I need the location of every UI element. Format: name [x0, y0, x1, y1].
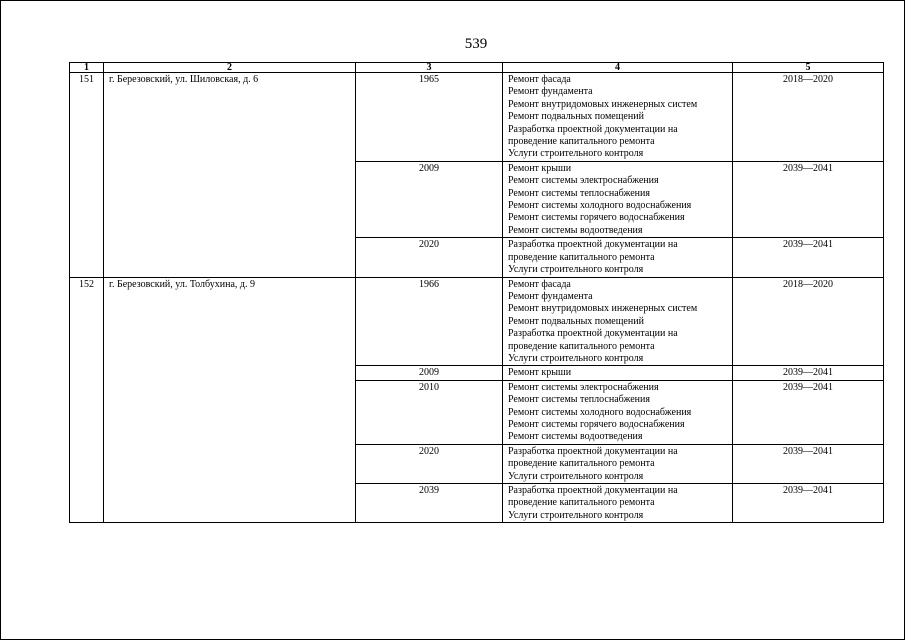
work-item: Ремонт системы холодного водоснабжения — [508, 200, 692, 212]
work-item: Услуги строительного контроля — [508, 470, 644, 482]
work-item: Ремонт системы водоотведения — [508, 431, 643, 443]
header-row — [70, 63, 884, 73]
work-item: Ремонт крыши — [508, 367, 572, 379]
work-item: Ремонт системы водоотведения — [508, 224, 643, 236]
work-item: Ремонт системы холодного водоснабжения — [508, 406, 692, 418]
year-cell: 2010 — [356, 380, 503, 444]
work-item: Ремонт системы теплоснабжения — [508, 187, 650, 199]
work-item: Ремонт системы горячего водоснабжения — [508, 418, 685, 430]
year-cell: 2020 — [356, 444, 503, 483]
works-cell — [503, 484, 733, 523]
year-cell: 1965 — [356, 73, 503, 162]
work-item: Ремонт внутридомовых инженерных систем — [508, 303, 698, 315]
work-item: проведение капитального ремонта — [508, 251, 655, 263]
work-item: Услуги строительного контроля — [508, 148, 644, 160]
work-item: Ремонт фасада — [508, 74, 571, 85]
building-number: 151 — [70, 73, 104, 278]
year-cell: 2009 — [356, 161, 503, 237]
table-body — [70, 73, 884, 523]
work-item: Услуги строительного контроля — [508, 352, 644, 364]
work-item: Ремонт подвальных помещений — [508, 111, 644, 123]
work-item: Разработка проектной документации на — [508, 239, 678, 251]
header-col-2: 2 — [104, 63, 356, 73]
header-col-1: 1 — [70, 63, 104, 73]
header-col-5: 5 — [733, 63, 884, 73]
work-item: проведение капитального ремонта — [508, 340, 655, 352]
work-item: Ремонт фасада — [508, 278, 571, 290]
work-item: Ремонт фундамента — [508, 290, 593, 302]
works-cell — [503, 277, 733, 366]
page-number: 539 — [464, 36, 488, 52]
period-cell: 2039—2041 — [733, 238, 884, 277]
work-item: Разработка проектной документации на — [508, 485, 678, 496]
building-address: г. Березовский, ул. Толбухина, д. 9 — [104, 277, 356, 523]
period-cell: 2018—2020 — [733, 73, 884, 162]
year-cell: 2009 — [356, 366, 503, 380]
work-item: Ремонт внутридомовых инженерных систем — [508, 98, 698, 110]
works-cell — [503, 73, 733, 162]
year-cell: 2039 — [356, 484, 503, 523]
work-item: Ремонт подвальных помещений — [508, 315, 644, 327]
work-item: Разработка проектной документации на — [508, 123, 678, 135]
work-item: Ремонт системы горячего водоснабжения — [508, 212, 685, 224]
building-address: г. Березовский, ул. Шиловская, д. 6 — [104, 73, 356, 278]
table-row — [70, 73, 884, 162]
capital-repair-table — [69, 62, 884, 523]
work-item: Ремонт системы теплоснабжения — [508, 394, 650, 406]
building-number: 152 — [70, 277, 104, 523]
work-item: Ремонт системы электроснабжения — [508, 381, 659, 393]
work-item: Ремонт фундамента — [508, 86, 593, 98]
period-cell: 2018—2020 — [733, 277, 884, 366]
works-cell — [503, 366, 733, 380]
table-row — [70, 277, 884, 366]
work-item: проведение капитального ремонта — [508, 136, 655, 148]
work-item: проведение капитального ремонта — [508, 458, 655, 470]
period-cell: 2039—2041 — [733, 161, 884, 237]
period-cell: 2039—2041 — [733, 484, 884, 523]
works-cell — [503, 444, 733, 483]
header-col-3: 3 — [356, 63, 503, 73]
work-item: проведение капитального ремонта — [508, 497, 655, 509]
period-cell: 2039—2041 — [733, 380, 884, 444]
work-item: Ремонт крыши — [508, 162, 572, 174]
year-cell: 2020 — [356, 238, 503, 277]
work-item: Разработка проектной документации на — [508, 445, 678, 457]
work-item: Услуги строительного контроля — [508, 264, 644, 276]
works-cell — [503, 161, 733, 237]
works-cell — [503, 238, 733, 277]
period-cell: 2039—2041 — [733, 366, 884, 380]
works-cell — [503, 380, 733, 444]
work-item: Разработка проектной документации на — [508, 328, 678, 340]
header-col-4: 4 — [503, 63, 733, 73]
year-cell: 1966 — [356, 277, 503, 366]
period-cell: 2039—2041 — [733, 444, 884, 483]
work-item: Услуги строительного контроля — [508, 509, 644, 521]
work-item: Ремонт системы электроснабжения — [508, 175, 659, 187]
